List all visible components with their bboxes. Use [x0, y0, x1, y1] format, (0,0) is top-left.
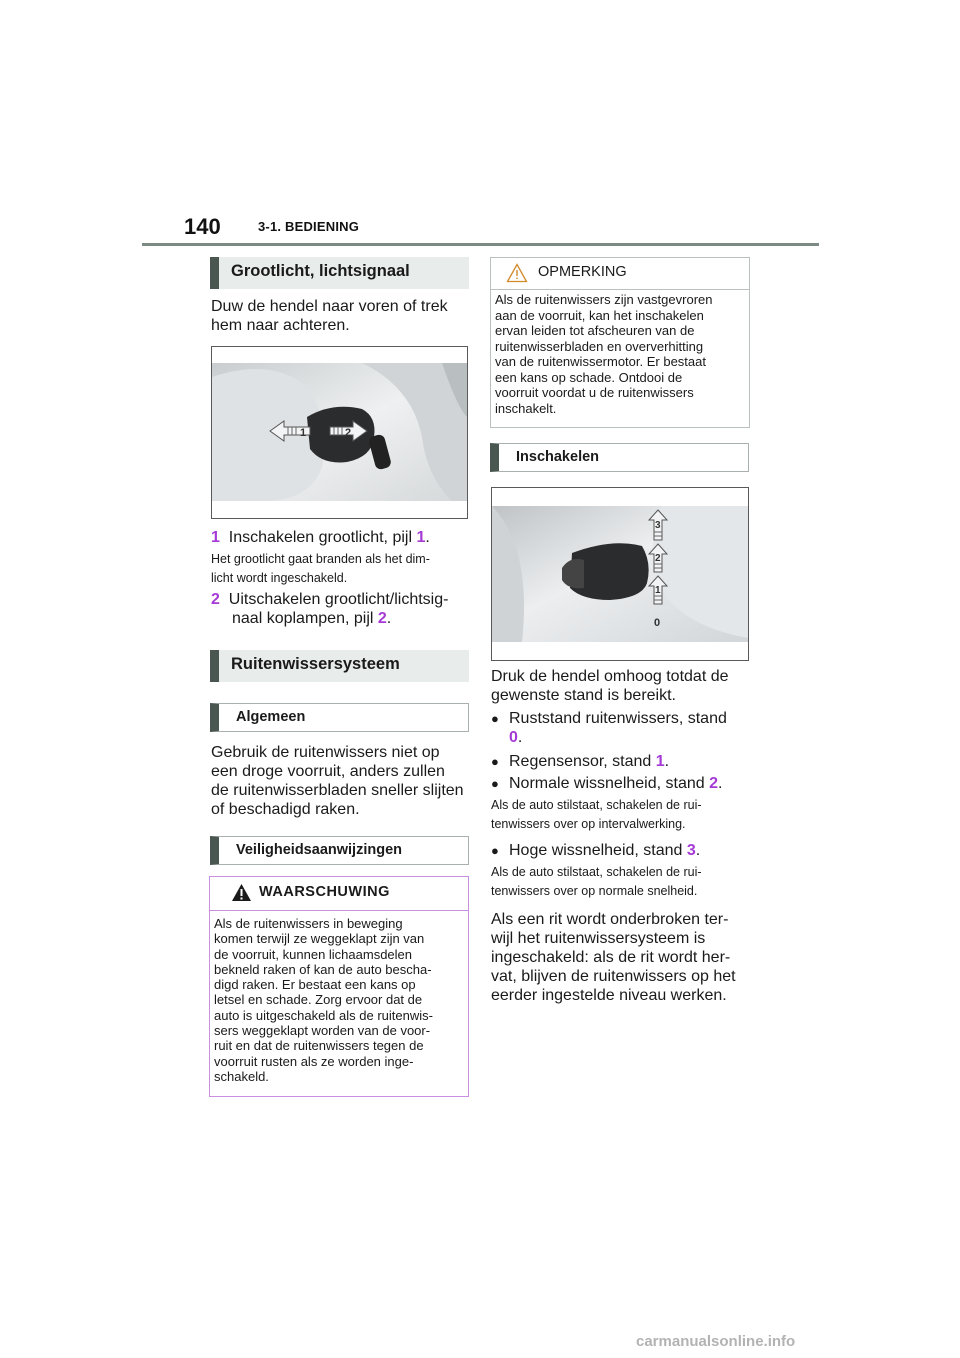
bullet-high-speed: ● Hoge wissnelheid, stand 3. [509, 841, 754, 860]
subheading-safety: Veiligheidsaanwijzingen [210, 836, 469, 865]
section-heading-high-beam: Grootlicht, lichtsignaal [210, 257, 469, 289]
item-high-beam-off: 2 Uitschakelen grootlicht/lichtsig- naal koplampen, pijl 2. [211, 591, 449, 627]
figure-headlight-stalk [211, 346, 468, 519]
wiper-intro: Druk de hendel omhoog totdat de gewenste stand is bereikt. [491, 668, 729, 704]
high-speed-note: Als de auto stilstaat, schakelen de rui- tenwissers over op normale snelheid. [491, 865, 702, 898]
warning-triangle-icon [231, 883, 252, 902]
wiper-general-text: Gebruik de ruitenwissers niet op een droge voorruit, anders zullen de ruitenwisserbladen sneller slijten of beschadigd raken. [211, 744, 464, 818]
warning-header: WAARSCHUWING [210, 877, 468, 911]
chapter-title: 3-1. BEDIENING [258, 219, 360, 234]
subheading-general: Algemeen [210, 703, 469, 732]
position-label-0: 0 [654, 617, 661, 629]
note-text: Als de ruitenwissers zijn vastgevroren aan de voorruit, kan het inschakelen ervan leiden tot afscheuren van de ruitenwisserbladen en oververhitting van de ruitenwissermotor. Er bestaat een kans op schade. Ontdooi de voorruit voordat u de ruitenwissers inschakelt. [495, 292, 713, 416]
subheading-switch-on: Inschakelen [490, 443, 749, 472]
figure-wiper-stalk [491, 487, 749, 661]
caution-triangle-icon [506, 263, 528, 283]
bullet-rain-sensor: ● Regensensor, stand 1. [509, 752, 754, 771]
position-label-2: 2 [655, 553, 661, 564]
page-number: 140 [184, 214, 221, 239]
high-beam-note: Het grootlicht gaat branden als het dim- licht wordt ingeschakeld. [211, 552, 430, 585]
bullet-rest-position: ● Ruststand ruitenwissers, stand 0. [509, 709, 754, 747]
note-box [490, 257, 750, 428]
warning-text: Als de ruitenwissers in beweging komen terwijl ze weggeklapt zijn van de voorruit, kunnen lichaamsdelen bekneld raken of kan de auto bescha- digd raken. Er bestaat een kans op letsel en schade. Zorg ervoor dat de auto is uitgeschakeld als de ruitenwis- sers weggeklapt worden van de voor- ruit en dat de ruitenwissers tegen de voorruit rusten als ze worden inge- schakeld. [214, 916, 433, 1084]
normal-speed-note: Als de auto stilstaat, schakelen de rui- tenwissers over op intervalwerking. [491, 798, 702, 831]
item-high-beam-on: 1 Inschakelen grootlicht, pijl 1. [211, 529, 430, 546]
wiper-stalk-illustration [492, 488, 748, 660]
arrow-label-2: 2 [345, 427, 352, 439]
high-beam-intro: Duw de hendel naar voren of trek hem naar achteren. [211, 298, 448, 334]
position-label-1: 1 [655, 585, 661, 596]
bullet-normal-speed: ● Normale wissnelheid, stand 2. [509, 774, 754, 793]
headlight-stalk-illustration [212, 347, 467, 518]
position-label-3: 3 [655, 520, 661, 531]
section-heading-wiper-system: Ruitenwissersysteem [210, 650, 469, 682]
note-header: OPMERKING [491, 258, 749, 290]
warning-box [209, 876, 469, 1097]
watermark: carmanualsonline.info [636, 1333, 796, 1350]
header-rule [142, 243, 819, 246]
arrow-label-1: 1 [300, 427, 307, 439]
interrupted-trip-text: Als een rit wordt onderbroken ter- wijl het ruitenwissersysteem is ingeschakeld: als de rit wordt her- vat, blijven de ruitenwissers op het eerder ingestelde niveau werken. [491, 911, 736, 1004]
